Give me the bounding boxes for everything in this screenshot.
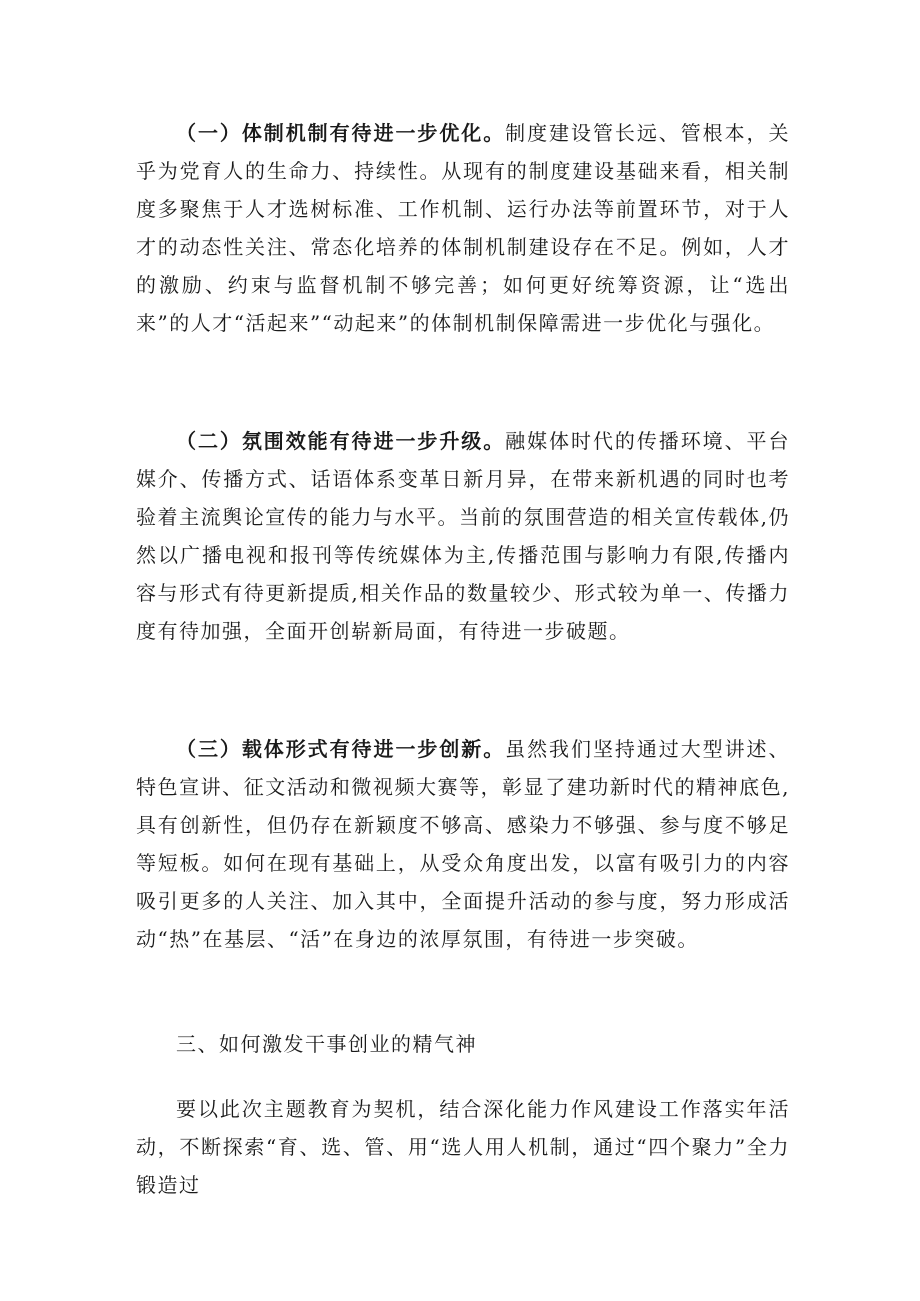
section-heading: 三、如何激发干事创业的精气神 <box>176 1032 477 1056</box>
paragraph-body: 制度建设管长远、管根本，关乎为党育人的生命力、持续性。从现有的制度建设基础来看，相关制度多聚焦于人才选树标准、工作机制、运行办法等前置环节，对于人才的动态性关注、常态化培养的体制机制建设存在不足。例如，人才的激励、约束与监督机制不够完善；如何更好统筹资源，让“选出来”的人才“活起来”“动起来”的体制机制保障需进一步优化与强化。 <box>136 121 791 335</box>
paragraph-body: 融媒体时代的传播环境、平台媒介、传播方式、话语体系变革日新月异，在带来新机遇的同时也考验着主流舆论宣传的能力与水平。当前的氛围营造的相关宣传载体,仍然以广播电视和报刊等传统媒体为主,传播范围与影响力有限,传播内容与形式有待更新提质,相关作品的数量较少、形式较为单一、传播力度有待加强，全面开创崭新局面，有待进一步破题。 <box>136 429 791 643</box>
paragraph-lead: （一）体制机制有待进一步优化。 <box>176 121 506 145</box>
paragraph-carrier-innovation <box>136 730 790 958</box>
paragraph-body: 虽然我们坚持通过大型讲述、特色宣讲、征文活动和微视频大赛等，彰显了建功新时代的精神底色,具有创新性，但仍存在新颖度不够高、感染力不够强、参与度不够足等短板。如何在现有基础上，从受众角度出发，以富有吸引力的内容吸引更多的人关注、加入其中，全面提升活动的参与度，努力形成活动“热”在基层、“活”在身边的浓厚氛围，有待进一步突破。 <box>136 737 791 951</box>
paragraph-atmosphere-efficiency <box>136 422 790 650</box>
paragraph-closing: 要以此次主题教育为契机，结合深化能力作风建设工作落实年活动，不断探索“育、选、管、用“选人用人机制，通过“四个聚力”全力锻造过 <box>136 1097 790 1197</box>
paragraph-lead: （二）氛围效能有待进一步升级。 <box>176 429 506 453</box>
paragraph-institutional-mechanism <box>136 114 790 342</box>
paragraph-lead: （三）载体形式有待进一步创新。 <box>176 737 506 761</box>
